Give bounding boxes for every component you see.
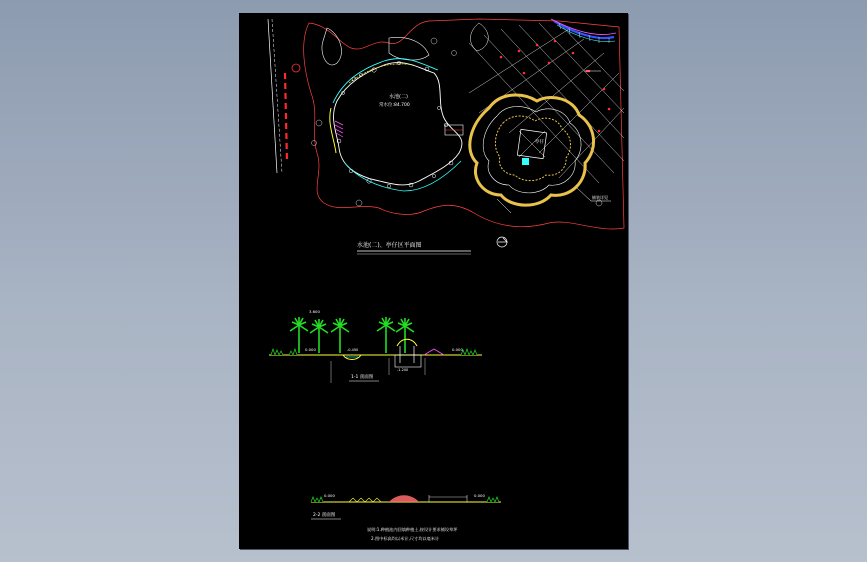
section1-label: 1-1 剖面图 (351, 375, 374, 380)
elev-mark-right: 0.000 (452, 347, 463, 352)
pavilion-feature (522, 158, 529, 165)
section-mound (424, 349, 444, 355)
elev-mark-left: 0.000 (305, 347, 316, 352)
section-pavilion-roof (397, 339, 417, 346)
elev-mark-top: 3.600 (309, 309, 320, 314)
pond-water-level: 常水位:84.700 (379, 103, 410, 108)
plan-view (268, 19, 624, 254)
section2-elev-left: 0.000 (324, 493, 335, 498)
palm-tree-icon (396, 318, 414, 353)
pond-label: 水池(二) (389, 94, 408, 100)
red-boundary-line (285, 73, 287, 163)
pavilion-plaza-inner (483, 106, 581, 192)
drawing-sheet (239, 13, 628, 549)
elev-mark-bottom: -1.200 (397, 368, 409, 372)
elev-mark-pond: -0.450 (347, 348, 359, 352)
cad-drawing (239, 13, 628, 549)
pond-outline (334, 63, 462, 185)
note-line-2: 2.图中标高均以米计,尺寸均以毫米计 (371, 536, 440, 541)
road-edge-line (268, 19, 277, 173)
pond-rocks (337, 61, 453, 188)
section-grass (271, 349, 477, 355)
marker-circle (292, 64, 300, 72)
section-1-1 (269, 309, 482, 383)
pavilion-plaza-outer (470, 95, 594, 205)
section-2-2 (311, 493, 501, 542)
note-line-1: 说明:1.种植池内回填种植土,按设计要求铺设草坪 (367, 527, 458, 532)
paving-dots (500, 40, 611, 133)
pavilion-plaza-ring (495, 116, 570, 181)
plan-title: 水池(二)、亭仔区平面图 (357, 242, 422, 249)
callout-text: 铺装详见 (592, 195, 608, 200)
section2-mound (389, 495, 419, 502)
site-boundary (304, 19, 624, 229)
callout-leader (577, 188, 591, 201)
palm-tree-icon (377, 317, 395, 353)
section2-elev-right: 0.000 (474, 493, 485, 498)
planting-bed (389, 37, 429, 60)
north-arrow-icon (497, 237, 507, 247)
section-foundation (395, 355, 421, 367)
section2-railing (349, 498, 381, 502)
road-centerline (272, 19, 282, 173)
pavilion-label: 亭仔 (535, 140, 544, 145)
section2-label: 2-2 剖面图 (313, 513, 336, 518)
plan-trees (312, 38, 603, 206)
